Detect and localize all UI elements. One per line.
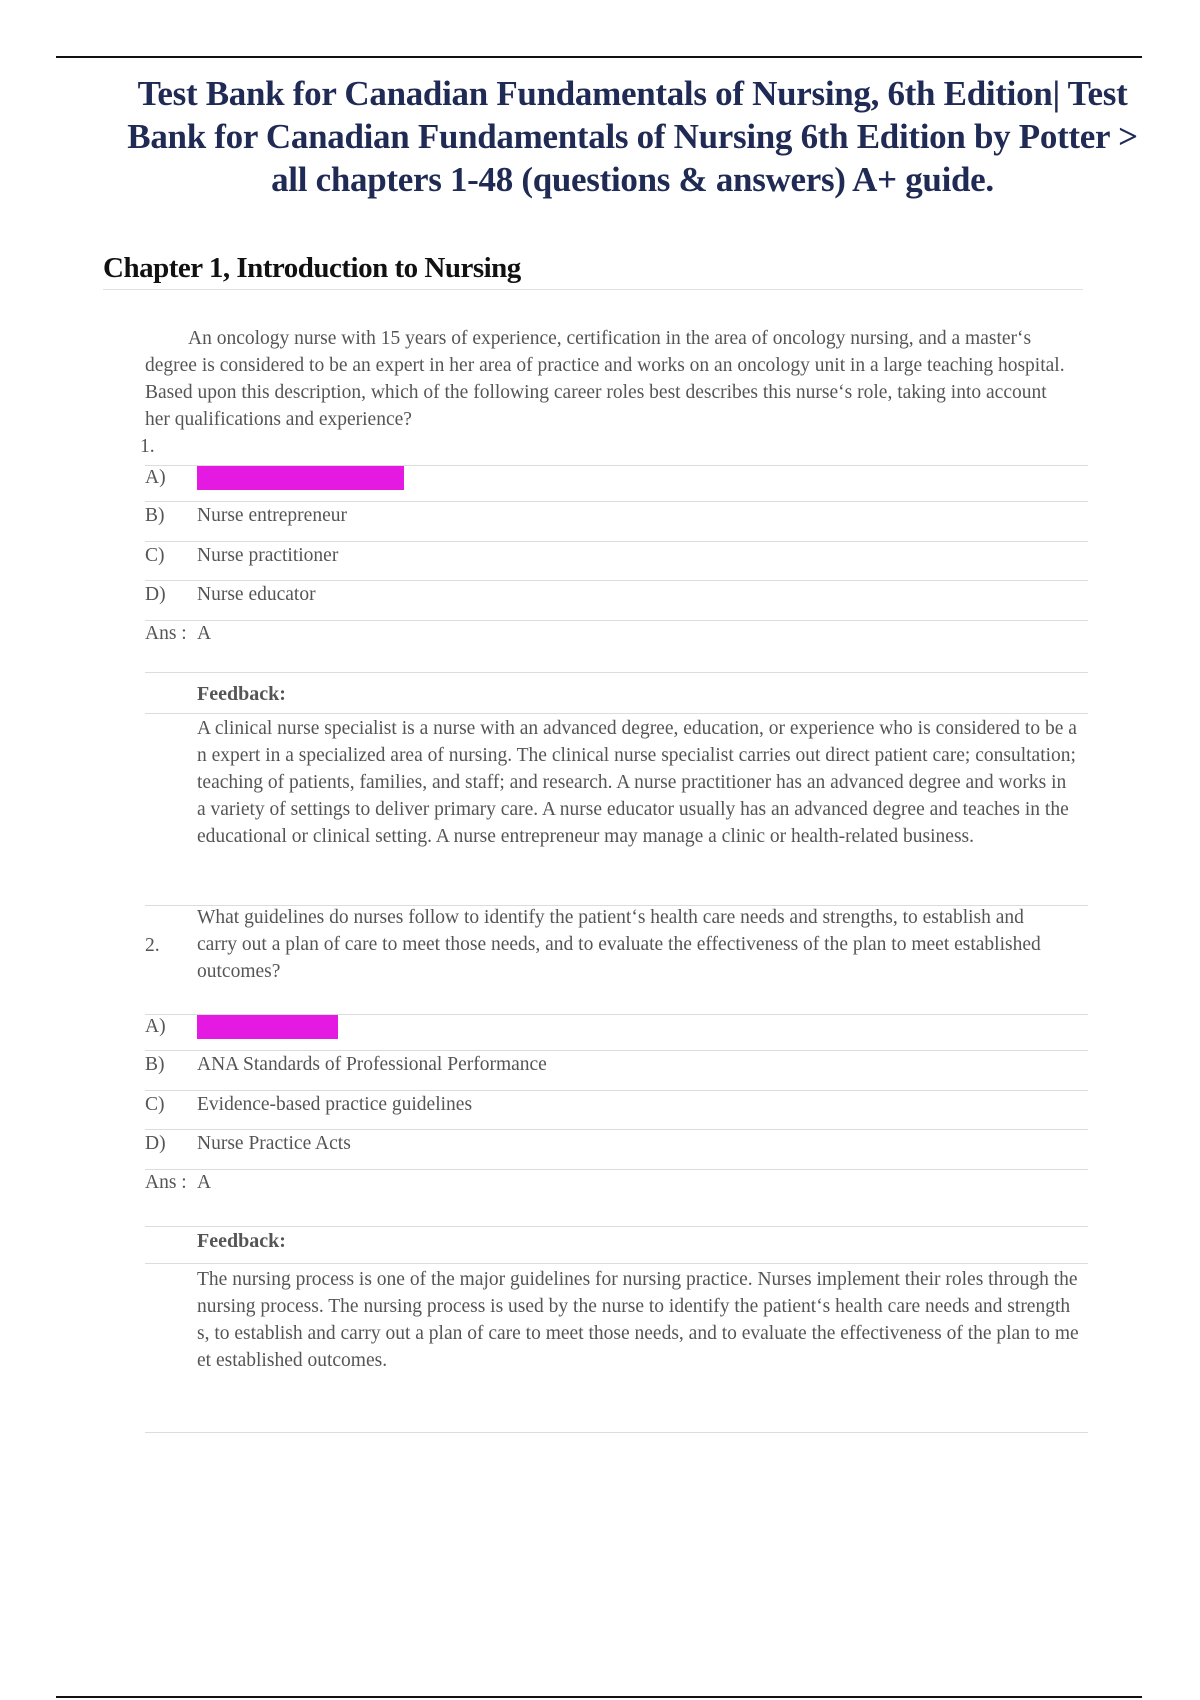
option-letter: A) bbox=[145, 467, 166, 488]
answer-label: Ans : bbox=[145, 1172, 187, 1193]
option-letter: D) bbox=[145, 584, 166, 605]
option-text: Evidence-based practice guidelines bbox=[197, 1094, 473, 1115]
feedback-label: Feedback: bbox=[197, 683, 286, 705]
option-text: Nurse entrepreneur bbox=[197, 505, 347, 526]
option-letter: A) bbox=[145, 1016, 166, 1037]
question-number: 1. bbox=[140, 433, 166, 460]
option-letter: B) bbox=[145, 505, 165, 526]
feedback-label: Feedback: bbox=[197, 1230, 286, 1252]
option-text: ANA Standards of Professional Performance bbox=[197, 1054, 547, 1075]
feedback-text: A clinical nurse specialist is a nurse with an advanced degree, education, or experience who is considered to be an expert in a specialized area of nursing. The clinical nurse specialist carries out direct patient care; consultation; teaching of patients, families, and staff; and research. A nurse practitioner has an advanced degree and works in a variety of settings to deliver primary care. A nurse educator usually has an advanced degree and teaches in the educational or clinical setting. A nurse entrepreneur may manage a clinic or health-related business. bbox=[197, 718, 1077, 847]
option-letter: C) bbox=[145, 545, 165, 566]
question-stem: What guidelines do nurses follow to identify the patient‘s health care needs and strengths, to establish and carry out a plan of care to meet those needs, and to evaluate the effectiveness of the plan to meet established outcomes? bbox=[197, 907, 1041, 982]
answer-value: A bbox=[197, 1172, 212, 1193]
option-a-highlighted: Clinical nurse specialist bbox=[197, 466, 404, 490]
answer-value: A bbox=[197, 623, 212, 644]
option-letter: C) bbox=[145, 1094, 165, 1115]
option-text: Nurse Practice Acts bbox=[197, 1133, 351, 1154]
option-letter: D) bbox=[145, 1133, 166, 1154]
question-stem: An oncology nurse with 15 years of experience, certification in the area of oncology nursing, and a master‘s degree is considered to be an expert in her area of practice and works on an oncology unit in a large teaching hospital. Based upon this description, which of the following career roles best describes this nurse‘s role, taking into account her qualifications and experience? bbox=[145, 328, 1065, 430]
bottom-rule bbox=[56, 1696, 1142, 1698]
top-rule bbox=[56, 56, 1142, 58]
option-letter: B) bbox=[145, 1054, 165, 1075]
feedback-text: The nursing process is one of the major guidelines for nursing practice. Nurses implement their roles through the nursing process. The nursing process is used by the nurse to identify the patient‘s health care needs and strengths, to establish and carry out a plan of care to meet those needs, and to evaluate the effectiveness of the plan to meet established outcomes. bbox=[197, 1269, 1079, 1371]
question-number: 2. bbox=[145, 935, 160, 956]
option-text: Nurse practitioner bbox=[197, 545, 339, 566]
option-text: Nurse educator bbox=[197, 584, 316, 605]
answer-label: Ans : bbox=[145, 623, 187, 644]
document-title: Test Bank for Canadian Fundamentals of Nursing, 6th Edition| Test Bank for Canadian Fundamentals of Nursing 6th Edition by Potter > all chapters 1-48 (questions & answers) A+ guide. bbox=[127, 74, 1138, 199]
chapter-heading: Chapter 1, Introduction to Nursing bbox=[103, 252, 1083, 290]
option-a-highlighted: Nursing process bbox=[197, 1015, 338, 1039]
